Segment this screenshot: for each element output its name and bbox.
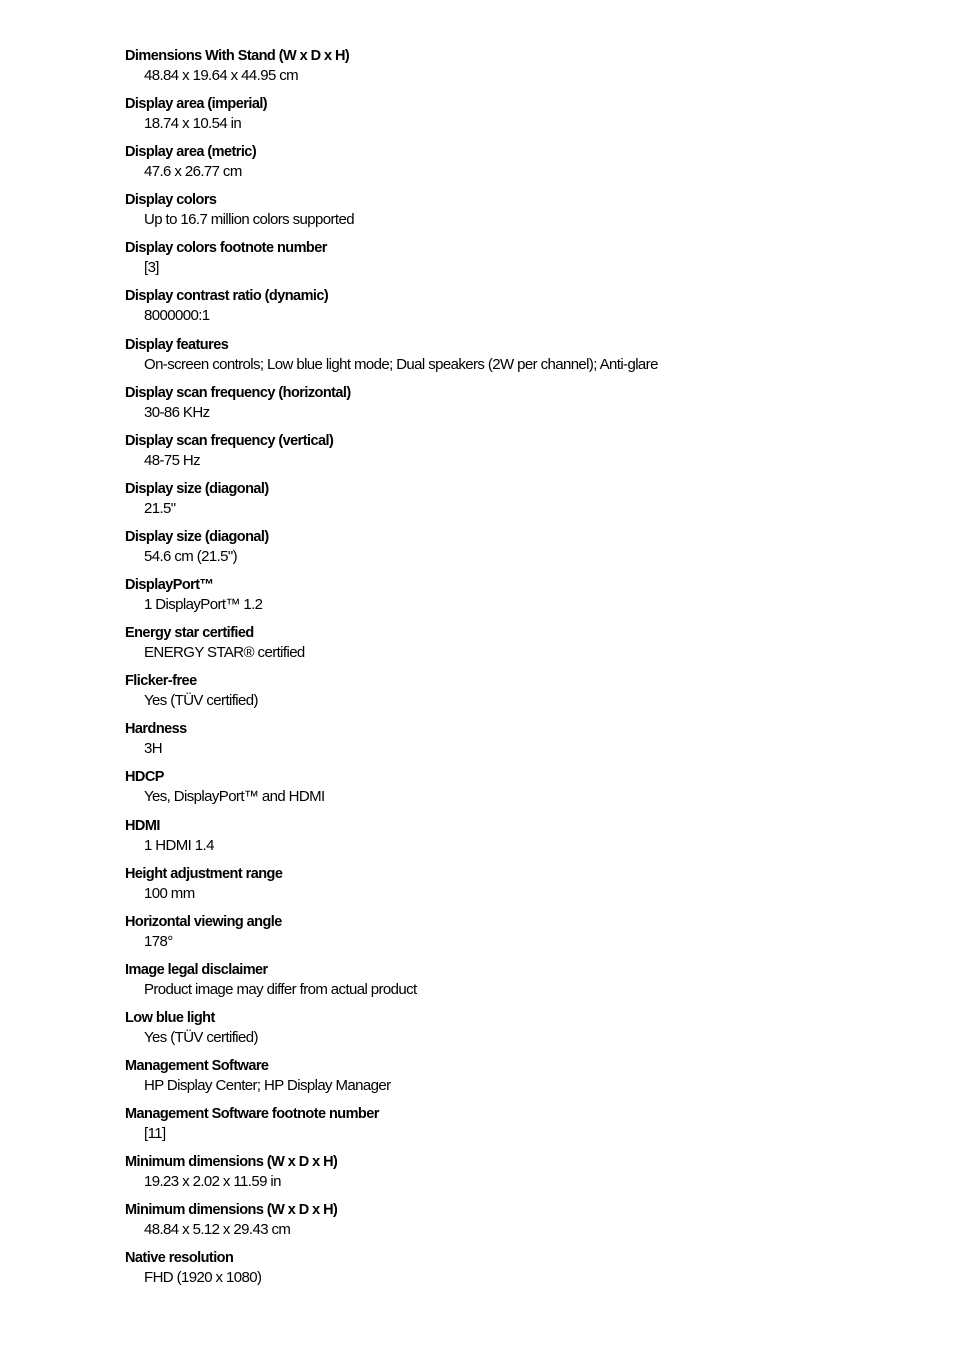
spec-label: Native resolution	[125, 1250, 234, 1267]
spec-label: Dimensions With Stand (W x D x H)	[125, 48, 350, 64]
spec-value: 18.74 x 10.54 in	[144, 115, 242, 133]
spec-value: 48.84 x 19.64 x 44.95 cm	[144, 67, 299, 84]
spec-label: Display scan frequency (vertical)	[125, 432, 334, 449]
spec-item-flicker-free	[125, 672, 925, 720]
spec-item-management-software	[125, 1057, 925, 1105]
spec-label: Flicker-free	[125, 673, 197, 690]
spec-value: 48-75 Hz	[144, 451, 201, 469]
spec-value: 47.6 x 26.77 cm	[144, 163, 242, 181]
spec-label: HDMI	[125, 817, 160, 834]
spec-item-display-size-cm	[125, 528, 925, 576]
spec-item-display-area-metric	[125, 143, 925, 191]
spec-item-contrast-ratio	[125, 287, 925, 335]
spec-value: Yes (TÜV certified)	[144, 1028, 258, 1046]
spec-item-display-colors	[125, 191, 925, 239]
spec-label: Management Software footnote number	[125, 1106, 379, 1123]
spec-label: Horizontal viewing angle	[125, 913, 282, 930]
spec-label: Display features	[125, 336, 229, 353]
spec-label: DisplayPort™	[125, 577, 214, 594]
spec-value: 178°	[144, 932, 173, 950]
spec-item-display-size-inches	[125, 480, 925, 528]
spec-label: Management Software	[125, 1057, 269, 1074]
spec-label: Display contrast ratio (dynamic)	[125, 288, 329, 305]
spec-label: Energy star certified	[125, 625, 254, 642]
spec-value: 1 DisplayPort™ 1.2	[144, 596, 263, 614]
spec-value: ENERGY STAR® certified	[144, 644, 305, 662]
spec-label: Display scan frequency (horizontal)	[125, 384, 351, 401]
spec-value: 8000000:1	[144, 307, 210, 325]
spec-label: HDCP	[125, 769, 164, 786]
spec-value: Up to 16.7 million colors supported	[144, 211, 354, 229]
spec-label: Height adjustment range	[125, 865, 283, 882]
spec-value: [3]	[144, 259, 159, 277]
spec-item-native-resolution	[125, 1249, 925, 1297]
spec-item-height-adjustment	[125, 865, 925, 913]
spec-label: Display colors	[125, 192, 217, 209]
spec-item-hardness	[125, 720, 925, 768]
spec-item-management-software-footnote	[125, 1105, 925, 1153]
spec-label: Display colors footnote number	[125, 240, 327, 257]
spec-value: FHD (1920 x 1080)	[144, 1269, 262, 1287]
spec-value: Product image may differ from actual product	[144, 980, 417, 998]
spec-item-viewing-angle	[125, 913, 925, 961]
spec-item-display-area-imperial	[125, 95, 925, 143]
spec-item-hdmi	[125, 817, 925, 865]
spec-label: Display size (diagonal)	[125, 528, 269, 545]
spec-value: 1 HDMI 1.4	[144, 836, 214, 854]
spec-label: Minimum dimensions (W x D x H)	[125, 1202, 338, 1219]
spec-value: 3H	[144, 740, 162, 758]
spec-label: Display area (metric)	[125, 144, 257, 161]
spec-list	[125, 47, 925, 1297]
spec-item-hdcp	[125, 768, 925, 816]
spec-value: [11]	[144, 1125, 166, 1143]
spec-label: Low blue light	[125, 1009, 215, 1026]
spec-item-low-blue-light	[125, 1009, 925, 1057]
spec-value: 100 mm	[144, 884, 195, 902]
spec-value: 54.6 cm (21.5")	[144, 547, 238, 565]
spec-item-image-disclaimer	[125, 961, 925, 1009]
spec-item-energy-star	[125, 624, 925, 672]
spec-item-minimum-dimensions-in	[125, 1153, 925, 1201]
spec-value: HP Display Center; HP Display Manager	[144, 1076, 391, 1094]
spec-value: Yes, DisplayPort™ and HDMI	[144, 788, 325, 806]
spec-item-scan-frequency-vertical	[125, 432, 925, 480]
spec-item-display-colors-footnote	[125, 239, 925, 287]
spec-item-displayport	[125, 576, 925, 624]
spec-value: 30-86 KHz	[144, 403, 210, 421]
spec-label: Display area (imperial)	[125, 96, 268, 113]
spec-label: Display size (diagonal)	[125, 480, 269, 497]
spec-value: Yes (TÜV certified)	[144, 692, 258, 710]
spec-item-display-features	[125, 336, 925, 384]
spec-label: Hardness	[125, 721, 187, 738]
spec-label: Image legal disclaimer	[125, 961, 268, 978]
spec-item-scan-frequency-horizontal	[125, 384, 925, 432]
spec-value: On-screen controls; Low blue light mode; Dual speakers (2W per channel); Anti-glare	[144, 355, 658, 373]
spec-value: 19.23 x 2.02 x 11.59 in	[144, 1173, 281, 1191]
spec-item-minimum-dimensions-cm	[125, 1201, 925, 1249]
spec-value: 48.84 x 5.12 x 29.43 cm	[144, 1221, 291, 1239]
spec-label: Minimum dimensions (W x D x H)	[125, 1154, 338, 1171]
spec-value: 21.5"	[144, 499, 176, 517]
spec-item-dimensions-with-stand	[125, 47, 925, 95]
